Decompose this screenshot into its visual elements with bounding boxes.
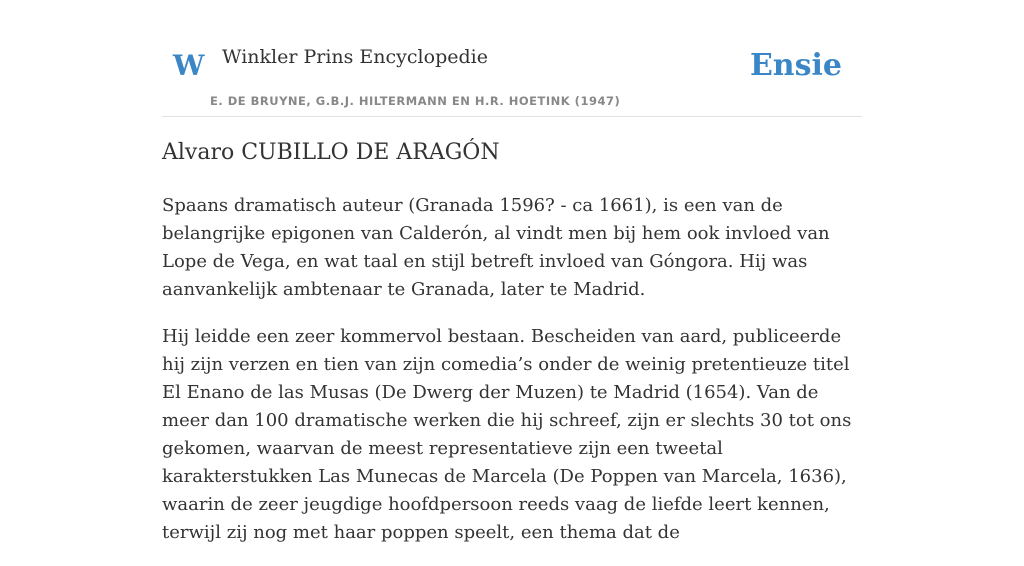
article-body: [162, 192, 862, 566]
source-header: [162, 0, 862, 117]
page: [162, 0, 862, 543]
article-title: Alvaro CUBILLO DE ARAGÓN: [162, 140, 500, 165]
source-authors: E. DE BRUYNE, G.B.J. HILTERMANN EN H.R. HOETINK (1947): [210, 94, 621, 108]
winkler-prins-logo-icon[interactable]: W: [173, 49, 205, 82]
paragraph: Spaans dramatisch auteur (Granada 1596? - ca 1661), is een van de belangrijke epigonen van Calderón, al vindt men bij hem ook invloed van Lope de Vega, en wat taal en stijl betreft invloed van Góngora. Hij was aanvankelijk ambtenaar te Granada, later te Madrid.: [162, 195, 830, 300]
paragraph: Hij leidde een zeer kommervol bestaan. Bescheiden van aard, publiceerde hij zijn verzen en tien van zijn comedia’s onder de weinig pretentieuze titel El Enano de las Musas (De Dwerg der Muzen) te Madrid (1654). Van de meer dan 100 dramatische werken die hij schreef, zijn er slechts 30 tot ons gekomen, waarvan de meest representatieve zijn een tweetal karakterstukken Las Munecas de Marcela (De Poppen van Marcela, 1636), waarin de zeer jeugdige hoofdpersoon reeds vaag de liefde leert kennen, terwijl zij nog met haar poppen speelt, een thema dat de: [162, 326, 852, 543]
source-title[interactable]: Winkler Prins Encyclopedie: [222, 46, 488, 68]
ensie-logo[interactable]: Ensie: [749, 48, 842, 83]
